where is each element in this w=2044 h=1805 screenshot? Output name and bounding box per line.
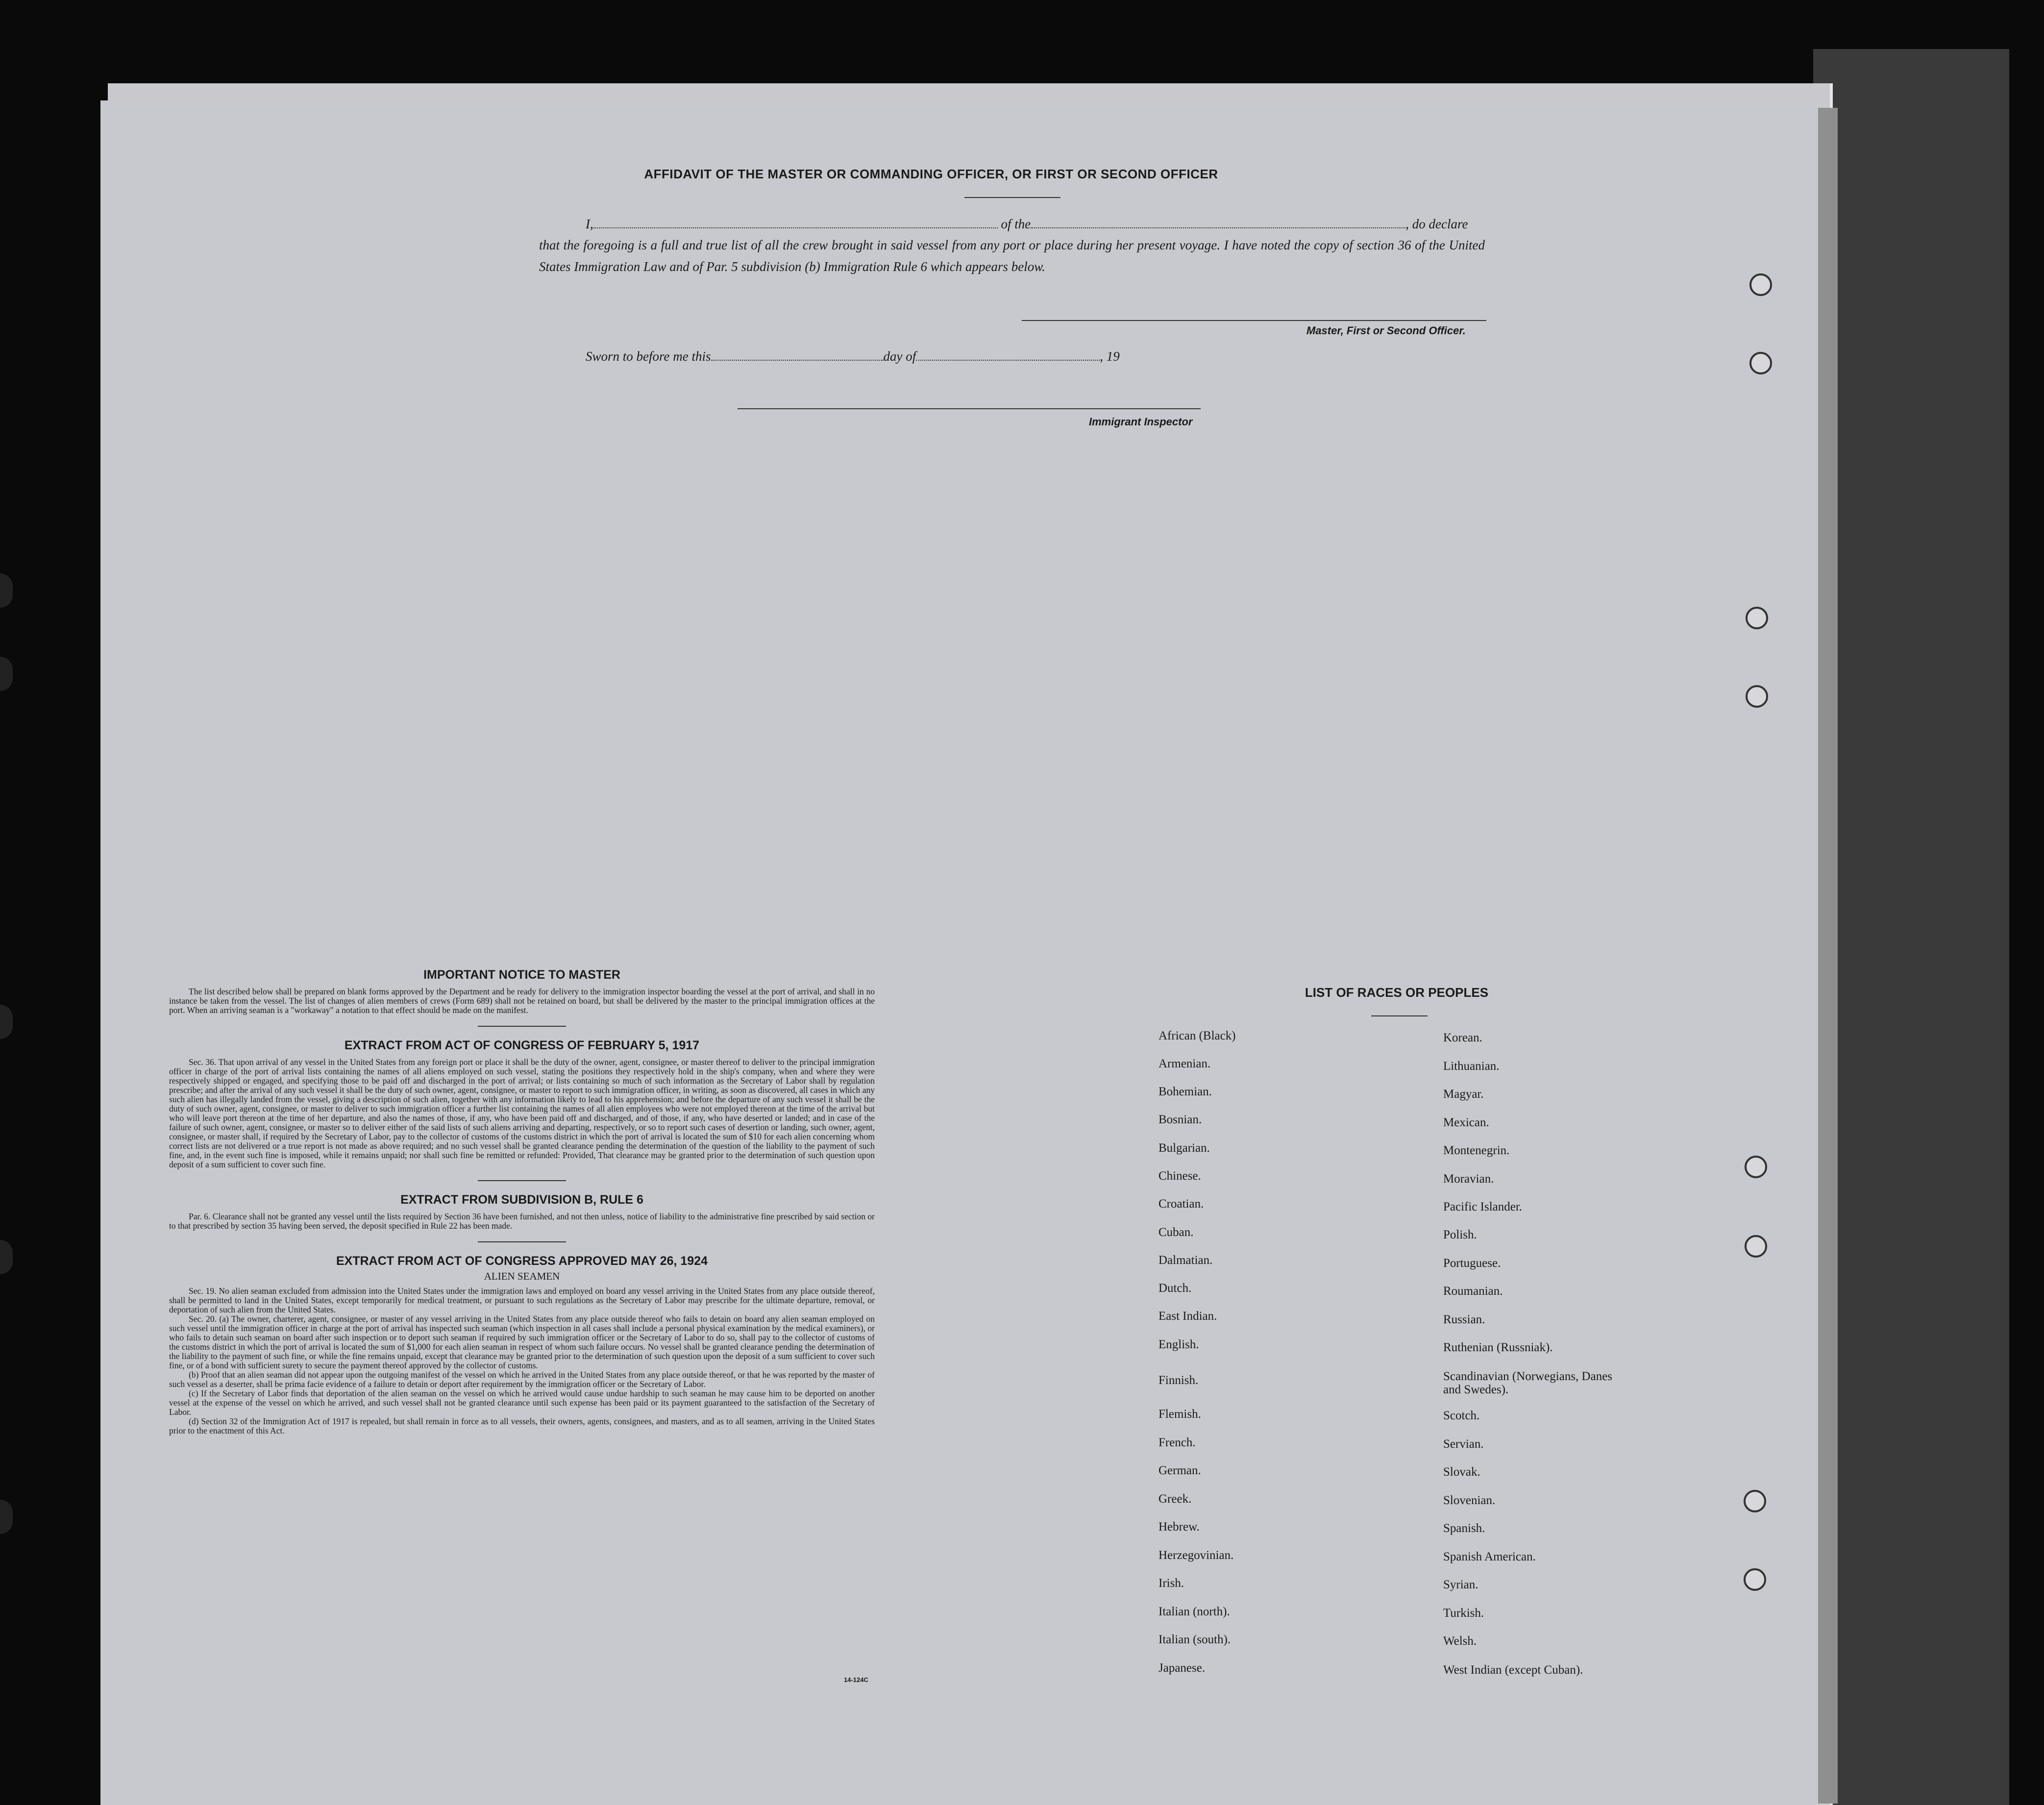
vessel-name-field[interactable] (1031, 219, 1405, 228)
sworn-month-field[interactable] (916, 351, 1100, 361)
right-item: Spanish. (1443, 1522, 1485, 1535)
right-item: Ruthenian (Russniak). (1443, 1341, 1553, 1354)
races-underline (1371, 1015, 1428, 1016)
year-label: , 19 (1100, 349, 1120, 364)
left-item: Herzegovinian. (1158, 1549, 1234, 1562)
left-item: Japanese. (1158, 1661, 1206, 1675)
extract-1924-heading: EXTRACT FROM ACT OF CONGRESS APPROVED MAY 26, 1924 (336, 1254, 708, 1268)
separator (478, 1241, 566, 1242)
title-underline (964, 197, 1060, 198)
binder-hole (1749, 273, 1772, 296)
right-item: Magyar. (1443, 1088, 1484, 1101)
sec19-text: Sec. 19. No alien seaman excluded from admission into the United States under the immigration laws and employed on board any vessel arriving in the United States from any place outside thereof, shall be permitted to land in the United States, except temporarily for medical treatment, or pursuant to such regulations as the Secretary of Labor may prescribe for the ultimate departure, removal, or deportation of such alien from the United States. (169, 1286, 875, 1314)
sworn-label: Sworn to before me this (586, 349, 711, 364)
extract-1917-text: Sec. 36. That upon arrival of any vessel in the United States from any foreign port or place it shall be the duty of the owner, agent, consignee, or master thereof to deliver to the principal immigration officer in charge of the port of arrival lists containing the names of all aliens employed on such vessel, stating the positions they respectively hold in the ship's company, when and where they were respectively shipped or engaged, and specifying those to be paid off and discharged in the port of arrival; or lists containing so much of such information as the Secretary of Labor shall by regulation prescribe; and after the arrival of any such vessel it shall be the duty of such owner, agent, consignee, or master to report to such immigration officer, in writing, as soon as discovered, all cases in which any such alien has illegally landed from the vessel, giving a description of such alien, together with any information likely to lead to his apprehension; and before the departure of any such vessel it shall be the duty of such owner, agent, consignee, or master to deliver to such immigration officer a further list containing the names of all alien employees who were not employed thereon at the time of the arrival but who will leave port thereon at the time of her departure, and also the names of those, if any, who have been paid off and discharged, and of those, if any, who have deserted or landed; and in case of the failure of such owner, agent, consignee, or master so to deliver either of the said lists of such aliens arriving and departing, respectively, or so to report such cases of desertion or landing, such owner, agent, consignee, or master shall, if required by the Secretary of Labor, pay to the collector of customs of the customs district in which the port of arrival is located the sum of $10 for each alien concerning whom correct lists are not delivered or a true report is not made as above required; and no such vessel shall be granted clearance pending the determination of the question of the liability to the payment of such fine, and, in the event such fine is imposed, while it remains unpaid; nor shall such fine be remitted or refunded: Provided, That clearance may be granted prior to the determination of such question upon deposit of a sum sufficient to cover such fine. (169, 1057, 875, 1169)
inspector-signature-line[interactable] (738, 408, 1201, 409)
left-item: Hebrew. (1158, 1520, 1200, 1533)
sec20b-text: (b) Proof that an alien seaman did not appear upon the outgoing manifest of the vessel on which he arrived in the United States from any place outside thereof, or that he was reported by the master of such vessel as a deserter, shall be prima facie evidence of a failure to detain or deport after requirement by the immigration officer or the Secretary of Labor. (169, 1370, 875, 1389)
right-item: Roumanian. (1443, 1285, 1503, 1298)
scanner-shadow (1813, 49, 2009, 1805)
right-item: Russian. (1443, 1313, 1485, 1326)
left-item: French. (1158, 1436, 1196, 1449)
right-item: Lithuanian. (1443, 1060, 1500, 1073)
of-the-label: of the (1001, 217, 1031, 231)
binder-hole (1745, 1156, 1767, 1178)
right-item: Portuguese. (1443, 1257, 1501, 1270)
right-item: Welsh. (1443, 1634, 1477, 1648)
left-item: Dutch. (1158, 1282, 1192, 1295)
rule6-text: Par. 6. Clearance shall not be granted any vessel until the lists required by Section 36 have been furnished, and not then unless, notice of liability to the administrative fine prescribed by said section or to that prescribed by section 35 having been served, the deposit specified in Rule 22 has been made. (169, 1212, 875, 1231)
right-item: West Indian (except Cuban). (1443, 1663, 1583, 1677)
left-item: Italian (south). (1158, 1633, 1231, 1646)
left-item: German. (1158, 1464, 1201, 1477)
extract-1917-heading: EXTRACT FROM ACT OF CONGRESS OF FEBRUARY 5, 1917 (344, 1038, 700, 1052)
notice-heading: IMPORTANT NOTICE TO MASTER (423, 968, 620, 982)
notice-text: The list described below shall be prepared on blank forms approved by the Department and be ready for delivery to the immigration inspector boarding the vessel at the port of arrival, and shall in no instance be taken from the vessel. The list of changes of alien members of crews (Form 689) shall not be retained on board, but shall be delivered by the master to the principal immigration offices at the port. When an arriving seaman is a "workaway" a notation to that effect should be made on the manifest. (169, 987, 875, 1015)
notice-column (169, 968, 875, 1435)
rule6-heading: EXTRACT FROM SUBDIVISION B, RULE 6 (400, 1193, 643, 1207)
day-of-label: day of (883, 349, 916, 364)
sec20d-text: (d) Section 32 of the Immigration Act of 1917 is repealed, but shall remain in force as to all vessels, their owners, agents, consignees, and masters, and as to all seamen, arriving in the United States prior to the enactment of this Act. (169, 1416, 875, 1435)
do-declare-label: , do declare (1405, 217, 1468, 231)
left-item: African (Black) (1158, 1029, 1236, 1042)
sworn-line (586, 346, 1174, 367)
alien-seamen-subheading: ALIEN SEAMEN (484, 1270, 560, 1282)
right-item: Servian. (1443, 1437, 1484, 1451)
left-item: Cuban. (1158, 1226, 1194, 1239)
separator (478, 1026, 566, 1027)
right-item: Moravian. (1443, 1172, 1494, 1186)
left-item: Armenian. (1158, 1057, 1211, 1070)
binder-hole (1746, 685, 1768, 708)
affidavit-statement: that the foregoing is a full and true list of all the crew brought in said vessel from any port or place during her present voyage. I have noted the copy of section 36 of the United States Immigration Law and of Par. 5 subdivision (b) Immigration Rule 6 which appears below. (539, 238, 1485, 274)
binder-hole (1749, 352, 1772, 374)
binder-hole (1745, 1235, 1767, 1258)
right-item: Montenegrin. (1443, 1144, 1510, 1157)
left-item: East Indian. (1158, 1310, 1217, 1323)
left-item: Bulgarian. (1158, 1141, 1210, 1155)
right-item: Spanish American. (1443, 1550, 1536, 1563)
master-signature-label: Master, First or Second Officer. (1306, 324, 1466, 337)
left-item: Bohemian. (1158, 1085, 1212, 1098)
sworn-day-field[interactable] (711, 351, 884, 361)
left-item: Finnish. (1158, 1374, 1199, 1387)
right-item: Syrian. (1443, 1578, 1478, 1591)
right-item: Pacific Islander. (1443, 1200, 1523, 1213)
left-item: Greek. (1158, 1492, 1192, 1506)
master-signature-line[interactable] (1022, 320, 1486, 321)
left-item: Chinese. (1158, 1169, 1201, 1183)
right-item: Slovenian. (1443, 1494, 1496, 1507)
form-number: 14-124C (844, 1676, 868, 1683)
left-item: Irish. (1158, 1577, 1184, 1590)
sec20c-text: (c) If the Secretary of Labor finds that deportation of the alien seaman on the vessel on which he arrived would cause undue hardship to such seaman he may cause him to be deported on another vessel at the expense of the vessel on which he arrived, and such vessel shall not be granted clearance until such expense has been paid or its payment guaranteed to the satisfaction of the Secretary of Labor. (169, 1388, 875, 1417)
left-item: English. (1158, 1338, 1199, 1351)
right-item: Polish. (1443, 1228, 1477, 1241)
declarant-name-field[interactable] (593, 219, 998, 228)
affidavit-title: AFFIDAVIT OF THE MASTER OR COMMANDING OFFICER, OR FIRST OR SECOND OFFICER (644, 167, 1218, 181)
right-item: Scandinavian (Norwegians, Danes and Swedes). (1443, 1370, 1613, 1396)
races-heading: LIST OF RACES OR PEOPLES (1305, 985, 1489, 1000)
left-item: Italian (north). (1158, 1605, 1230, 1618)
declarant-label: I, (586, 217, 593, 231)
binder-hole (1746, 607, 1768, 629)
affidavit-declaration-line (586, 213, 1485, 235)
right-item: Korean. (1443, 1031, 1482, 1044)
left-item: Croatian. (1158, 1197, 1204, 1211)
right-item: Slovak. (1443, 1465, 1480, 1479)
binder-hole (1744, 1568, 1766, 1591)
separator (478, 1180, 566, 1181)
right-item: Mexican. (1443, 1116, 1489, 1129)
left-item: Flemish. (1158, 1408, 1201, 1421)
binder-hole (1744, 1490, 1766, 1512)
inspector-signature-label: Immigrant Inspector (1089, 416, 1193, 428)
left-item: Dalmatian. (1158, 1254, 1213, 1267)
left-item: Bosnian. (1158, 1113, 1202, 1126)
sec20a-text: Sec. 20. (a) The owner, charterer, agent, consignee, or master of any vessel arriving in the United States from any place outside thereof who fails to detain on board any alien seaman employed on such vessel until the immigration officer in charge at the port of arrival has inspected such seaman (which inspection in all cases shall include a personal physical examination by the medical examiners), or who fails to detain such seaman on board after such inspection or to deport such seaman if required by such immigration officer or the Secretary of Labor to do so, shall pay to the collector of customs of the customs district in which the port of arrival is located the sum of $1,000 for each alien seaman in respect of whom such failure occurs. No vessel shall be granted clearance pending the determination of the liability to the payment of such fine, or while the fine remains unpaid, except that clearance may be granted prior to the determination of such question upon the deposit of a sum sufficient to cover such fine, or of a bond with sufficient surety to secure the payment thereof approved by the collector of customs. (169, 1314, 875, 1370)
right-item: Scotch. (1443, 1409, 1480, 1422)
right-item: Turkish. (1443, 1607, 1484, 1620)
